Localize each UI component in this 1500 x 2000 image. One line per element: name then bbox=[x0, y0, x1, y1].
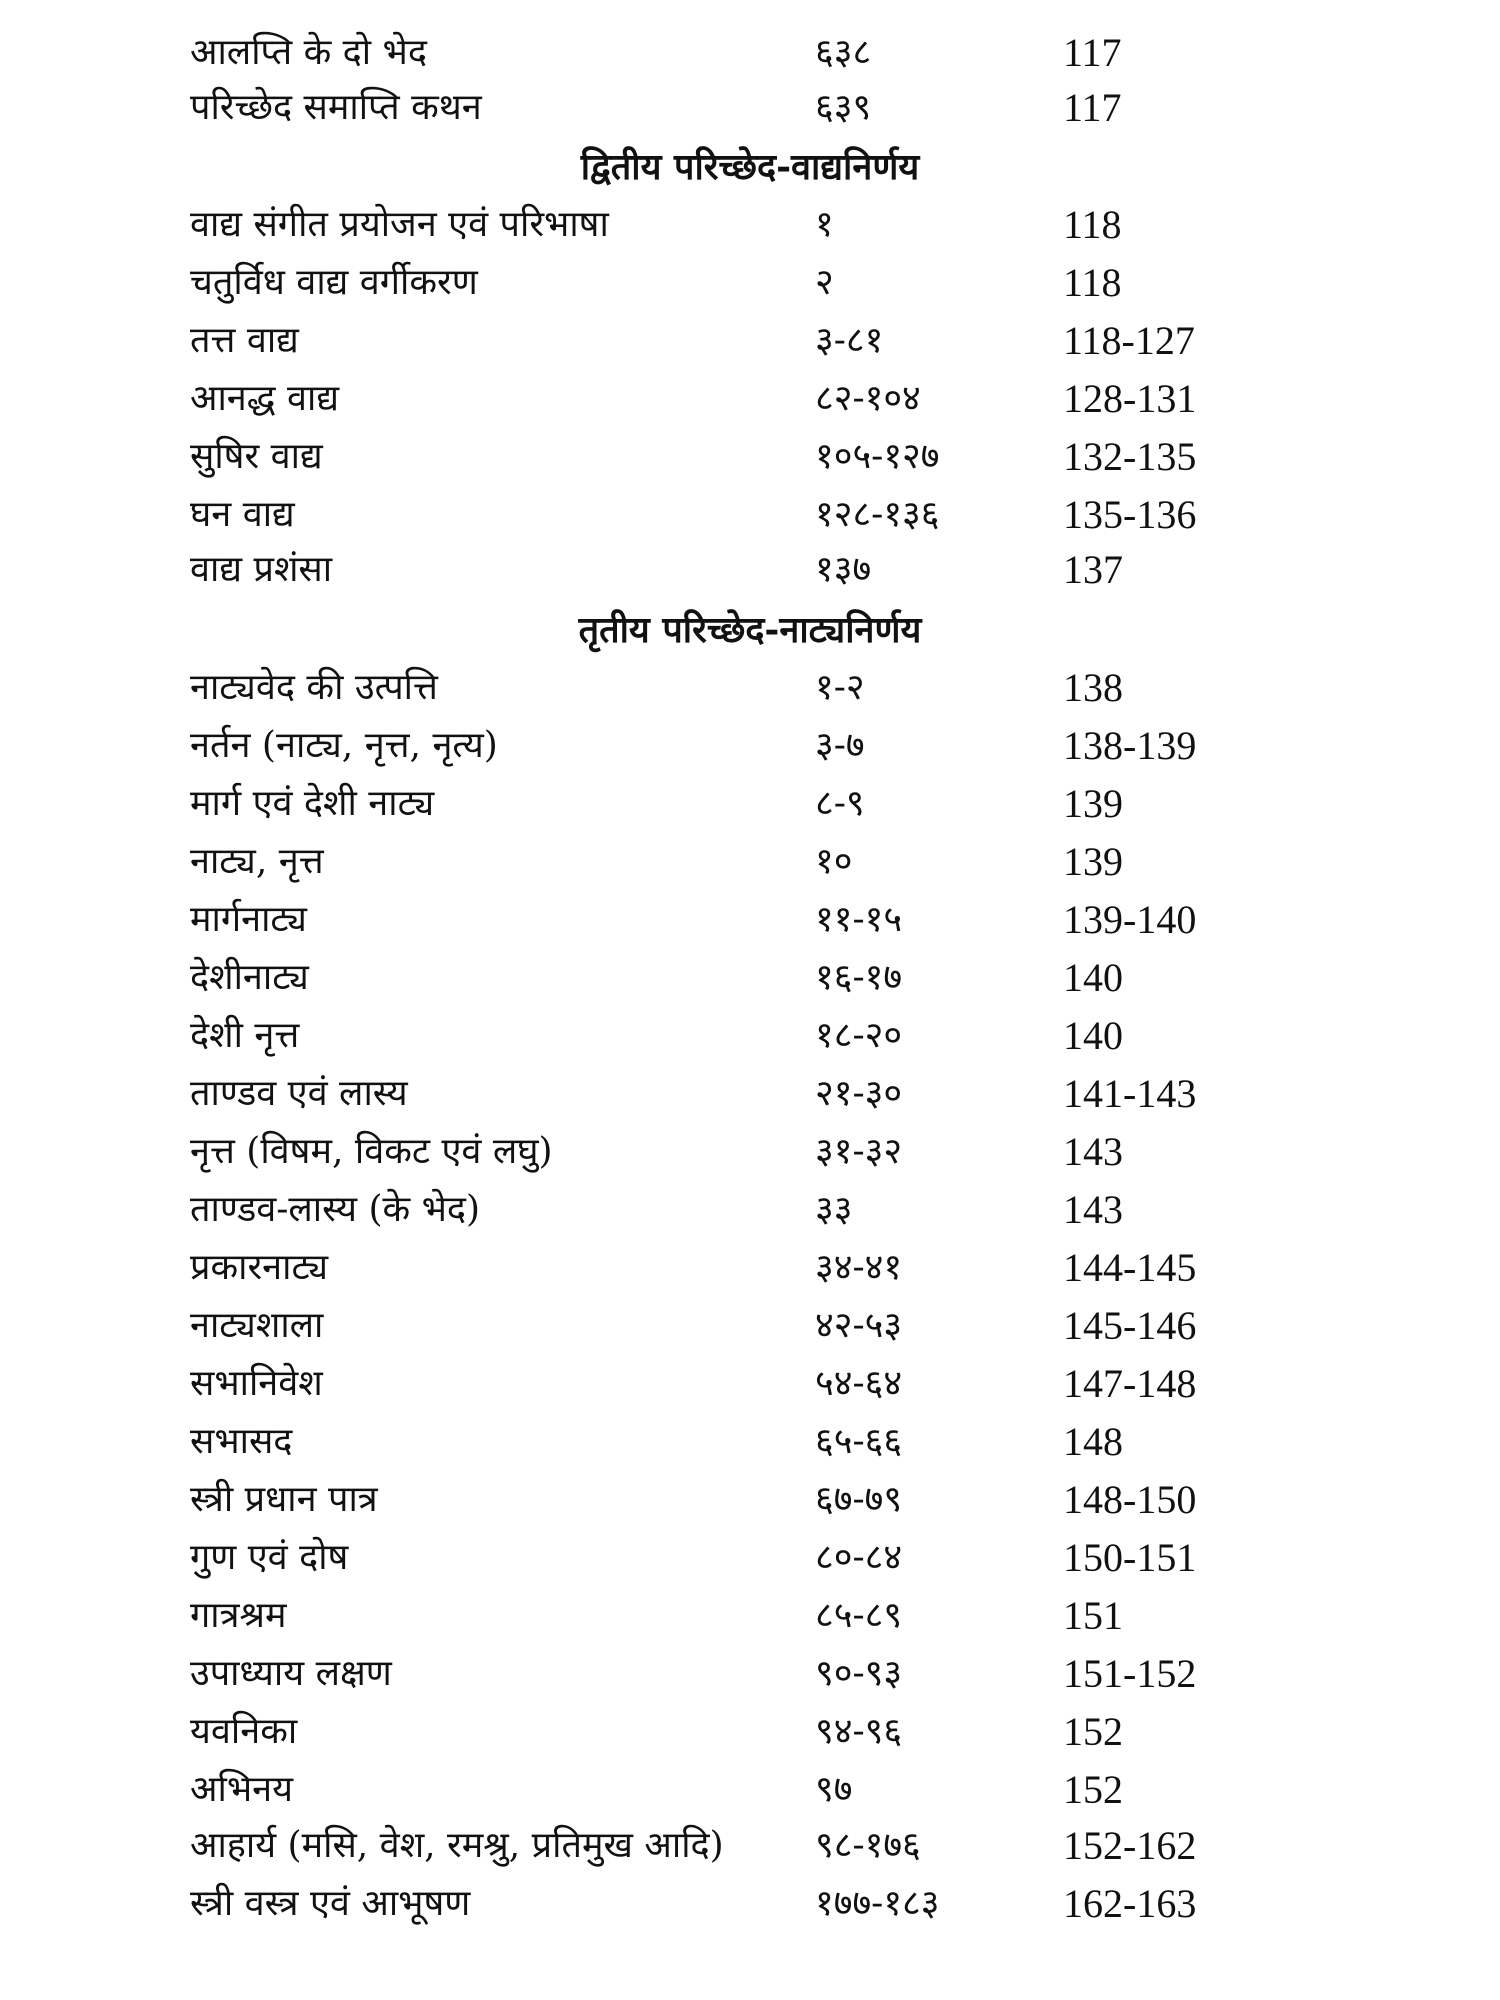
toc-page-range: 144-145 bbox=[1063, 1245, 1197, 1290]
toc-verse-range: १०५-१२७ bbox=[815, 436, 940, 477]
toc-page-range: 148 bbox=[1063, 1419, 1123, 1464]
toc-verse-range: ५४-६४ bbox=[815, 1363, 903, 1404]
toc-topic: सभासद bbox=[190, 1421, 293, 1462]
toc-topic: गात्रश्रम bbox=[190, 1595, 287, 1636]
toc-topic: आनद्ध वाद्य bbox=[190, 378, 339, 419]
toc-topic: घन वाद्य bbox=[190, 494, 295, 535]
toc-topic: नाट्यवेद की उत्पत्ति bbox=[190, 667, 438, 708]
section-heading-text: तृतीय परिच्छेद-नाट्यनिर्णय bbox=[578, 609, 922, 651]
toc-page-range: 152 bbox=[1063, 1767, 1123, 1812]
toc-verse-range: १-२ bbox=[815, 667, 865, 708]
toc-row bbox=[0, 1240, 1500, 1296]
toc-verse-range: ४२-५३ bbox=[815, 1305, 903, 1346]
toc-verse-range: ६५-६६ bbox=[815, 1421, 903, 1462]
toc-verse-range: ६३९ bbox=[815, 87, 872, 128]
toc-topic: स्त्री वस्त्र एवं आभूषण bbox=[190, 1883, 471, 1924]
toc-verse-range: ८-९ bbox=[815, 783, 865, 824]
toc-verse-range: ६३८ bbox=[815, 32, 872, 73]
toc-page-range: 139 bbox=[1063, 781, 1123, 826]
toc-verse-range: १३७ bbox=[815, 549, 872, 590]
toc-row bbox=[0, 371, 1500, 427]
toc-row bbox=[0, 1704, 1500, 1760]
toc-row bbox=[0, 1182, 1500, 1238]
toc-verse-range: ६७-७९ bbox=[815, 1479, 903, 1520]
toc-verse-range: १८-२० bbox=[815, 1015, 903, 1056]
toc-verse-range: ९८-१७६ bbox=[815, 1825, 921, 1866]
toc-row bbox=[0, 718, 1500, 774]
toc-verse-range: ११-१५ bbox=[815, 899, 903, 940]
toc-page-range: 118 bbox=[1063, 260, 1122, 305]
toc-page-range: 139 bbox=[1063, 839, 1123, 884]
toc-row bbox=[0, 1356, 1500, 1412]
toc-page-range: 147-148 bbox=[1063, 1361, 1197, 1406]
toc-page-range: 140 bbox=[1063, 1013, 1123, 1058]
toc-row bbox=[0, 892, 1500, 948]
toc-verse-range: ८२-१०४ bbox=[815, 378, 921, 419]
toc-topic: अभिनय bbox=[190, 1769, 293, 1810]
toc-page-range: 148-150 bbox=[1063, 1477, 1197, 1522]
toc-row bbox=[0, 1066, 1500, 1122]
toc-topic: स्त्री प्रधान पात्र bbox=[190, 1479, 378, 1520]
toc-page-range: 138-139 bbox=[1063, 723, 1197, 768]
toc-topic: सुषिर वाद्य bbox=[190, 436, 323, 477]
toc-topic: नाट्य, नृत्त bbox=[190, 841, 324, 882]
toc-page-range: 139-140 bbox=[1063, 897, 1197, 942]
toc-row bbox=[0, 542, 1500, 598]
toc-topic: वाद्य संगीत प्रयोजन एवं परिभाषा bbox=[190, 204, 609, 245]
toc-row bbox=[0, 1876, 1500, 1932]
toc-row bbox=[0, 1646, 1500, 1702]
toc-page-range: 162-163 bbox=[1063, 1881, 1197, 1926]
toc-verse-range: ९४-९६ bbox=[815, 1711, 903, 1752]
toc-verse-range: ९७ bbox=[815, 1769, 853, 1810]
toc-topic: तत्त वाद्य bbox=[190, 320, 299, 361]
toc-verse-range: ३१-३२ bbox=[815, 1131, 903, 1172]
toc-row bbox=[0, 1530, 1500, 1586]
toc-topic: देशीनाट्य bbox=[190, 957, 309, 998]
toc-page-range: 150-151 bbox=[1063, 1535, 1197, 1580]
toc-page-range: 145-146 bbox=[1063, 1303, 1197, 1348]
toc-verse-range: ३४-४१ bbox=[815, 1247, 903, 1288]
toc-page-range: 143 bbox=[1063, 1129, 1123, 1174]
toc-row bbox=[0, 25, 1500, 81]
toc-verse-range: १० bbox=[815, 841, 853, 882]
toc-row bbox=[0, 950, 1500, 1006]
toc-page-range: 152 bbox=[1063, 1709, 1123, 1754]
toc-row bbox=[0, 1472, 1500, 1528]
toc-topic: ताण्डव एवं लास्य bbox=[190, 1073, 408, 1114]
toc-topic: गुण एवं दोष bbox=[190, 1537, 349, 1578]
toc-page-range: 132-135 bbox=[1063, 434, 1197, 479]
toc-page-range: 152-162 bbox=[1063, 1823, 1197, 1868]
toc-topic: परिच्छेद समाप्ति कथन bbox=[190, 87, 482, 128]
toc-verse-range: ३-८१ bbox=[815, 320, 884, 361]
toc-topic: उपाध्याय लक्षण bbox=[190, 1653, 392, 1694]
toc-verse-range: ८०-८४ bbox=[815, 1537, 903, 1578]
toc-verse-range: १ bbox=[815, 204, 834, 245]
toc-topic: वाद्य प्रशंसा bbox=[190, 549, 333, 590]
toc-verse-range: २ bbox=[815, 262, 834, 303]
toc-verse-range: ९०-९३ bbox=[815, 1653, 903, 1694]
toc-topic: देशी नृत्त bbox=[190, 1015, 300, 1056]
section-heading-text: द्वितीय परिच्छेद-वाद्यनिर्णय bbox=[580, 146, 920, 188]
toc-row bbox=[0, 255, 1500, 311]
toc-page-range: 141-143 bbox=[1063, 1071, 1197, 1116]
toc-verse-range: १७७-१८३ bbox=[815, 1883, 940, 1924]
toc-row bbox=[0, 487, 1500, 543]
toc-row bbox=[0, 313, 1500, 369]
toc-verse-range: ८५-८९ bbox=[815, 1595, 903, 1636]
toc-verse-range: १२८-१३६ bbox=[815, 494, 940, 535]
toc-row bbox=[0, 1298, 1500, 1354]
section-heading bbox=[0, 600, 1500, 660]
toc-row bbox=[0, 429, 1500, 485]
toc-row bbox=[0, 1588, 1500, 1644]
toc-page-range: 140 bbox=[1063, 955, 1123, 1000]
toc-topic: मार्गनाट्य bbox=[190, 899, 307, 940]
toc-verse-range: १६-१७ bbox=[815, 957, 903, 998]
toc-topic: नर्तन (नाट्य, नृत्त, नृत्य) bbox=[190, 725, 498, 766]
toc-page-range: 135-136 bbox=[1063, 492, 1197, 537]
toc-page-range: 151-152 bbox=[1063, 1651, 1197, 1696]
toc-page-range: 138 bbox=[1063, 665, 1123, 710]
toc-topic: आहार्य (मसि, वेश, रमश्रु, प्रतिमुख आदि) bbox=[190, 1825, 724, 1866]
toc-row bbox=[0, 834, 1500, 890]
toc-topic: ताण्डव-लास्य (के भेद) bbox=[190, 1189, 481, 1230]
toc-topic: नाट्यशाला bbox=[190, 1305, 324, 1346]
toc-page-range: 118-127 bbox=[1063, 318, 1195, 363]
toc-row bbox=[0, 660, 1500, 716]
toc-row bbox=[0, 1008, 1500, 1064]
toc-row bbox=[0, 80, 1500, 136]
toc-page-range: 151 bbox=[1063, 1593, 1123, 1638]
toc-topic: यवनिका bbox=[190, 1711, 298, 1752]
toc-verse-range: ३३ bbox=[815, 1189, 853, 1230]
toc-page-range: 137 bbox=[1063, 547, 1123, 592]
toc-verse-range: २१-३० bbox=[815, 1073, 903, 1114]
toc-row bbox=[0, 1818, 1500, 1874]
toc-page-range: 118 bbox=[1063, 202, 1122, 247]
toc-page-range: 117 bbox=[1063, 85, 1122, 130]
toc-row bbox=[0, 1124, 1500, 1180]
toc-topic: सभानिवेश bbox=[190, 1363, 323, 1404]
toc-topic: मार्ग एवं देशी नाट्य bbox=[190, 783, 435, 824]
section-heading bbox=[0, 137, 1500, 197]
toc-topic: नृत्त (विषम, विकट एवं लघु) bbox=[190, 1131, 553, 1172]
toc-topic: आलप्ति के दो भेद bbox=[190, 32, 427, 73]
toc-row bbox=[0, 1414, 1500, 1470]
toc-verse-range: ३-७ bbox=[815, 725, 865, 766]
toc-topic: प्रकारनाट्य bbox=[190, 1247, 329, 1288]
toc-topic: चतुर्विध वाद्य वर्गीकरण bbox=[190, 262, 478, 303]
toc-row bbox=[0, 776, 1500, 832]
toc-page-range: 143 bbox=[1063, 1187, 1123, 1232]
toc-row bbox=[0, 1762, 1500, 1818]
toc-page-range: 117 bbox=[1063, 30, 1122, 75]
toc-row bbox=[0, 197, 1500, 253]
toc-page-range: 128-131 bbox=[1063, 376, 1197, 421]
